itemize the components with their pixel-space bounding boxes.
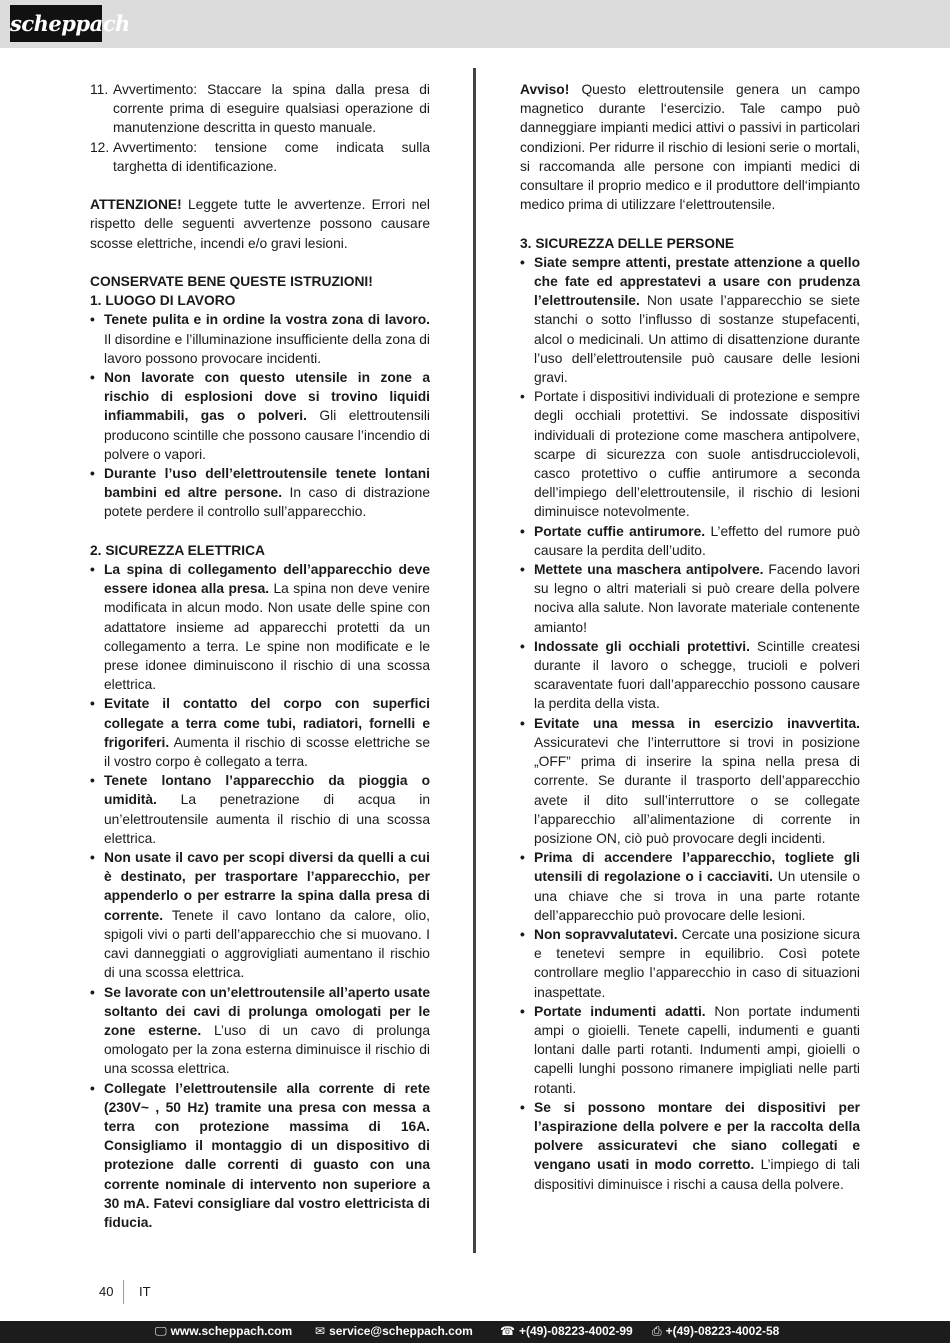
bullet-item: • Portate i dispositivi individuali di protezione e sempre degli occhiali protettivi. Se indossate dispositivi individuali di protezione come maschera antipolvere, scarpe di sicurezza con suole antisdrucciolevoli, casco protettivo o cuffie antirumore a seconda dell’impiego dell’elettroutensile, il rischio di lesioni diminuisce notevolmente. — [520, 389, 860, 520]
page-number-divider — [123, 1280, 124, 1304]
bullet-text: Il disordine e l’illuminazione insufficiente della zona di lavoro possono provocare incidenti. — [104, 331, 430, 366]
bullet-item: • Durante l’uso dell’elettroutensile tenete lontani bambini ed altre persone. In caso di distrazione potete perdere il controllo sull’apparecchio. — [90, 466, 430, 520]
bullet-item: • Non lavorate con questo utensile in zone a rischio di esplosioni dove si trovino liquidi infiammabili, gas o polveri. Gli elettroutensili producono scintille che possono causare l’incendio di polvere o vapori. — [90, 370, 430, 462]
bullet-text: L’impiego di tali dispositivi diminuisce i rischi a causa della polvere. — [534, 1157, 860, 1192]
bullet-item: • Prima di accendere l’apparecchio, togliete gli utensili di regolazione o i cacciaviti. Un utensile o una chiave che si trova in una parte rotante dell’apparecchio può provocare delle lesioni. — [520, 850, 860, 923]
bullet-item: • Portate cuffie antirumore. L’effetto del rumore può causare la perdita dell’udito. — [520, 523, 860, 558]
bullet-bold: Non sopravvalutatevi. — [534, 926, 678, 942]
fax-text: +(49)-08223-4002-58 — [665, 1324, 780, 1338]
bullet-bold: Indossate gli occhiali protettivi. — [534, 638, 750, 654]
website-text: www.scheppach.com — [170, 1324, 293, 1338]
bullet-item: • Collegate l’elettroutensile alla corrente di rete (230V~ , 50 Hz) tramite una presa con messa a terra con protezione massima di 16A. Consigliamo il montaggio di un dispositivo di protezione dalle correnti di guasto con una corrente nominale di intervento non superiore a 30 mA. Fatevi consigliare dal vostro elettricista di fiducia. — [90, 1080, 430, 1230]
bullet-text: Scintille createsi durante il lavoro o schegge, trucioli e polveri scaraventate fuori dall’apparecchio possono causare la perdita della vista. — [534, 638, 860, 712]
bullet-item: • Mettete una maschera antipolvere. Facendo lavori su legno o altri materiali si può creare della polvere nociva alla salute. Non lavorate materiale contenente amianto! — [520, 562, 860, 635]
bullet-text: Aumenta il rischio di scosse elettriche se il vostro corpo è collegato a terra. — [104, 734, 430, 770]
attention-label: ATTENZIONE! — [90, 197, 182, 213]
bullet-item: • Indossate gli occhiali protettivi. Scintille createsi durante il lavoro o schegge, trucioli e polveri scaraventate fuori dall’apparecchio possono causare la perdita della vista. — [520, 638, 860, 712]
bullet-bold: Se lavorate con un’elettroutensile all’aperto usate soltanto dei cavi di prolunga omologati per le zone esterne. — [104, 984, 430, 1038]
bullet-item: • Se si possono montare dei dispositivi per l’aspirazione della polvere e per la raccolta della polvere assicuratevi che siano collegati e vengano usati in modo corretto. L’impiego di tali dispositivi diminuisce i rischi a causa della polvere. — [520, 1099, 860, 1192]
bullet-item: • La spina di collegamento dell’apparecchio deve essere idonea alla presa. La spina non deve venire modificata in alcun modo. Non usate delle spine con adattatore insieme ad apparecchi protetti da un collegamento a terra. Le spine non modificate e le prese idonee diminuiscono il rischio di una scossa elettrica. — [90, 562, 430, 693]
fax-icon: ⎙ — [652, 1324, 662, 1338]
fax-contact — [652, 1324, 779, 1339]
bullet-text: L’effetto del rumore può causare la perdita dell’udito. — [534, 523, 860, 558]
bullet-item: • Non sopravvalutatevi. Cercate una posizione sicura e tenetevi sempre in equilibrio. Così potete controllare meglio l’apparecchio in caso di situazioni inaspettate. — [520, 926, 860, 1000]
bullet-item: • Evitate una messa in esercizio inavvertita. Assicuratevi che l’interruttore si trovi in posizione „OFF” prima di inserire la spina nella presa di corrente. Se durante il trasporto dell’apparecchio avete il dito sull’interruttore o se collegate l’apparecchio all’alimentazione di corrente in posizione ON, ciò può provocare degli incidenti. — [520, 715, 860, 846]
bullet-text: Non portate indumenti ampi o gioielli. Tenete capelli, indumenti e guanti lontani dalle parti rotanti. Indumenti ampi, gioielli o capelli lunghi possono rimanere impigliati nelle parti rotanti. — [534, 1003, 860, 1096]
bullet-bold: Tenete lontano l’apparecchio da pioggia o umidità. — [104, 773, 430, 808]
phone-icon: ☎ — [500, 1324, 515, 1338]
bullet-text: Un utensile o una chiave che si trova in una parte rotante dell’apparecchio può provocare delle lesioni. — [534, 869, 860, 923]
contact-bar — [0, 1321, 950, 1343]
bullet-item: • Non usate il cavo per scopi diversi da quelli a cui è destinato, per trasportare l’apparecchio, per appenderlo o per estrarre la spina dalla presa di corrente. Tenete il cavo lontano da calore, olio, spigoli vivi o parti dell’apparecchio che si muovano. I cavi danneggiati o aggrovigliati aumentano il rischio di una scossa elettrica. — [90, 850, 430, 981]
item-text: Avvertimento: Staccare la spina dalla presa di corrente prima di eseguire qualsiasi operazione di manutenzione descritta in questo manuale. — [113, 82, 430, 136]
attention-text: Leggete tutte le avvertenze. Errori nel rispetto delle seguenti avvertenze possono causare scosse elettriche, incendi e/o gravi lesioni. — [90, 197, 430, 251]
page-number: 40 — [99, 1284, 114, 1299]
bullet-bold: Mettete una maschera antipolvere. — [534, 562, 764, 578]
notice-paragraph — [520, 80, 860, 214]
bullet-text: Facendo lavori su legno o altri materiali si può creare della polvere nociva alla salute. Non lavorate materiale contenente amianto! — [534, 562, 860, 635]
bullet-bold: Non lavorate con questo utensile in zone a rischio di esplosioni dove si trovino liquidi infiammabili, gas o polveri. — [104, 370, 430, 424]
bullet-text: La penetrazione di acqua in un’elettroutensile aumenta il rischio di una scossa elettrica. — [104, 792, 430, 846]
email-contact[interactable] — [315, 1324, 473, 1338]
phone-text: +(49)-08223-4002-99 — [518, 1324, 633, 1338]
column-divider — [473, 68, 476, 1253]
phone-contact — [500, 1324, 633, 1338]
right-column — [520, 80, 860, 1194]
website-contact[interactable] — [155, 1324, 292, 1339]
attention-paragraph — [90, 195, 430, 253]
bullet-item: • Portate indumenti adatti. Non portate indumenti ampi o gioielli. Tenete capelli, indumenti e guanti lontani dalle parti rotanti. Indumenti ampi, gioielli o capelli lunghi possono rimanere impigliati nelle parti rotanti. — [520, 1003, 860, 1096]
bullet-bold: Siate sempre attenti, prestate attenzione a quello che fate ed apprestatevi a usare con prudenza l’elettroutensile. — [534, 254, 860, 309]
bullet-bold: Evitate il contatto del corpo con superfici collegate a terra come tubi, radiatori, fornelli e frigoriferi. — [104, 696, 430, 750]
language-code: IT — [139, 1284, 151, 1299]
bullet-item: • Se lavorate con un’elettroutensile all’aperto usate soltanto dei cavi di prolunga omologati per le zone esterne. L’uso di un cavo di prolunga omologato per la zona esterna diminuisce il rischio di una scossa elettrica. — [90, 984, 430, 1077]
bullet-text: L’uso di un cavo di prolunga omologato per la zona esterna diminuisce il rischio di una scossa elettrica. — [104, 1022, 430, 1077]
envelope-icon: ✉ — [315, 1324, 326, 1338]
email-text: service@scheppach.com — [329, 1324, 473, 1338]
brand-logo: scheppach — [10, 5, 102, 42]
bullet-item: • Evitate il contatto del corpo con superfici collegate a terra come tubi, radiatori, fornelli e frigoriferi. Aumenta il rischio di scosse elettriche se il vostro corpo è collegato a terra. — [90, 696, 430, 770]
bullet-text: Assicuratevi che l’interruttore si trovi in posizione „OFF” prima di inserire la spina nella presa di corrente. Se durante il trasporto dell’apparecchio avete il dito sull’interruttore o se collegate l’apparecchio all’alimentazione di corrente in posizione ON, ciò può provocare degli incidenti. — [534, 734, 860, 846]
notice-text: Questo elettroutensile genera un campo magnetico durante l‘esercizio. Tale campo può danneggiare impianti medici attivi o passivi in particolari condizioni. Per ridurre il rischio di lesioni serie o mortali, si raccomanda alle persone con impianti medici di consultare il proprio medico e il produttore dell‘impianto medico prima di utilizzare l‘elettroutensile. — [520, 82, 860, 213]
bullet-bold: La spina di collegamento dell’apparecchio deve essere idonea alla presa. — [104, 562, 430, 597]
left-column — [90, 80, 430, 1232]
conserve-heading: CONSERVATE BENE QUESTE ISTRUZIONI! — [90, 274, 373, 289]
item-text: Avvertimento: tensione come indicata sulla targhetta di identificazione. — [113, 139, 430, 174]
bullet-bold: Portate indumenti adatti. — [534, 1003, 706, 1019]
bullet-bold: Collegate l’elettroutensile alla corrente di rete (230V~ , 50 Hz) tramite una presa con messa a terra con protezione massima di 16A. Consigliamo il montaggio di un dispositivo di protezione dalle correnti di guasto con una corrente nominale di intervento non superiore a 30 mA. Fatevi consigliare dal vostro elettricista di fiducia. — [104, 1080, 430, 1230]
numbered-item — [90, 80, 430, 138]
bullet-item: • Tenete pulita e in ordine la vostra zona di lavoro. Il disordine e l’illuminazione insufficiente della zona di lavoro possono provocare incidenti. — [90, 312, 430, 366]
bullet-bold: Evitate una messa in esercizio inavvertita. — [534, 715, 860, 731]
bullet-text: Non usate l’apparecchio se siete stanchi o sotto l’influsso di sostanze stupefacenti, alcol o medicinali. Un attimo di disattenzione durante l’uso dell’elettroutensile può causare delle lesioni gravi. — [534, 293, 860, 386]
bullet-bold: Durante l’uso dell’elettroutensile tenete lontani bambini ed altre persone. — [104, 466, 430, 501]
numbered-item — [90, 138, 430, 176]
computer-icon: 🖵 — [155, 1324, 167, 1338]
bullet-item: • Siate sempre attenti, prestate attenzione a quello che fate ed apprestatevi a usare con prudenza l’elettroutensile. Non usate l’apparecchio se siete stanchi o sotto l’influsso di sostanze stupefacenti, alcol o medicinali. Un attimo di disattenzione durante l’uso dell’elettroutensile può causare delle lesioni gravi. — [520, 254, 860, 386]
item-number: 11. — [90, 82, 109, 97]
section-title-1: 1. LUOGO DI LAVORO — [90, 293, 236, 309]
bullet-bold: Se si possono montare dei dispositivi per l’aspirazione della polvere e per la raccolta della polvere assicuratevi che siano collegati e vengano usati in modo corretto. — [534, 1099, 860, 1173]
bullet-bold: Tenete pulita e in ordine la vostra zona di lavoro. — [104, 312, 430, 328]
notice-label: Avviso! — [520, 82, 570, 97]
bullet-text: Tenete il cavo lontano da calore, olio, spigoli vivi o parti dell’apparecchio che si muovano. I cavi danneggiati o aggrovigliati aumentano il rischio di una scossa elettrica. — [104, 907, 430, 981]
bullet-text: Gli elettroutensili producono scintille che possono causare l’incendio di polvere o vapori. — [104, 408, 430, 462]
bullet-item: • Tenete lontano l’apparecchio da pioggia o umidità. La penetrazione di acqua in un’elettroutensile aumenta il rischio di una scossa elettrica. — [90, 773, 430, 846]
bullet-text: Cercate una posizione sicura e tenetevi sempre in equilibrio. Così potete controllare meglio l’apparecchio in caso di situazioni inaspettate. — [534, 926, 860, 1000]
bullet-bold: Portate cuffie antirumore. — [534, 523, 706, 539]
bullet-bold: Non usate il cavo per scopi diversi da quelli a cui è destinato, per trasportare l’apparecchio, per appenderlo o per estrarre la spina dalla presa di corrente. — [104, 850, 430, 923]
bullet-text: Portate i dispositivi individuali di protezione e sempre degli occhiali protettivi. Se indossate dispositivi individuali di protezione come maschera antipolvere, scarpe di sicurezza con suole antisdrucciolevoli, casco protettivo o cuffie antirumore a seconda dell’impiego dell’elettroutensile, il rischio di lesioni diminuisce notevolmente. — [534, 389, 860, 520]
bullet-bold: Prima di accendere l’apparecchio, togliete gli utensili di regolazione o i cacciaviti. — [534, 850, 860, 885]
bullet-text: La spina non deve venire modificata in alcun modo. Non usate delle spine con adattatore insieme ad apparecchi protetti da un collegamento a terra. Le spine non modificate e le prese idonee diminuiscono il rischio di una scossa elettrica. — [104, 581, 430, 693]
section-title-2: 2. SICUREZZA ELETTRICA — [90, 542, 266, 558]
header-bar — [0, 0, 950, 48]
item-number: 12. — [90, 139, 110, 155]
bullet-text: In caso di distrazione potete perdere il controllo sull’apparecchio. — [104, 485, 430, 520]
section-title-3: 3. SICUREZZA DELLE PERSONE — [520, 235, 735, 251]
